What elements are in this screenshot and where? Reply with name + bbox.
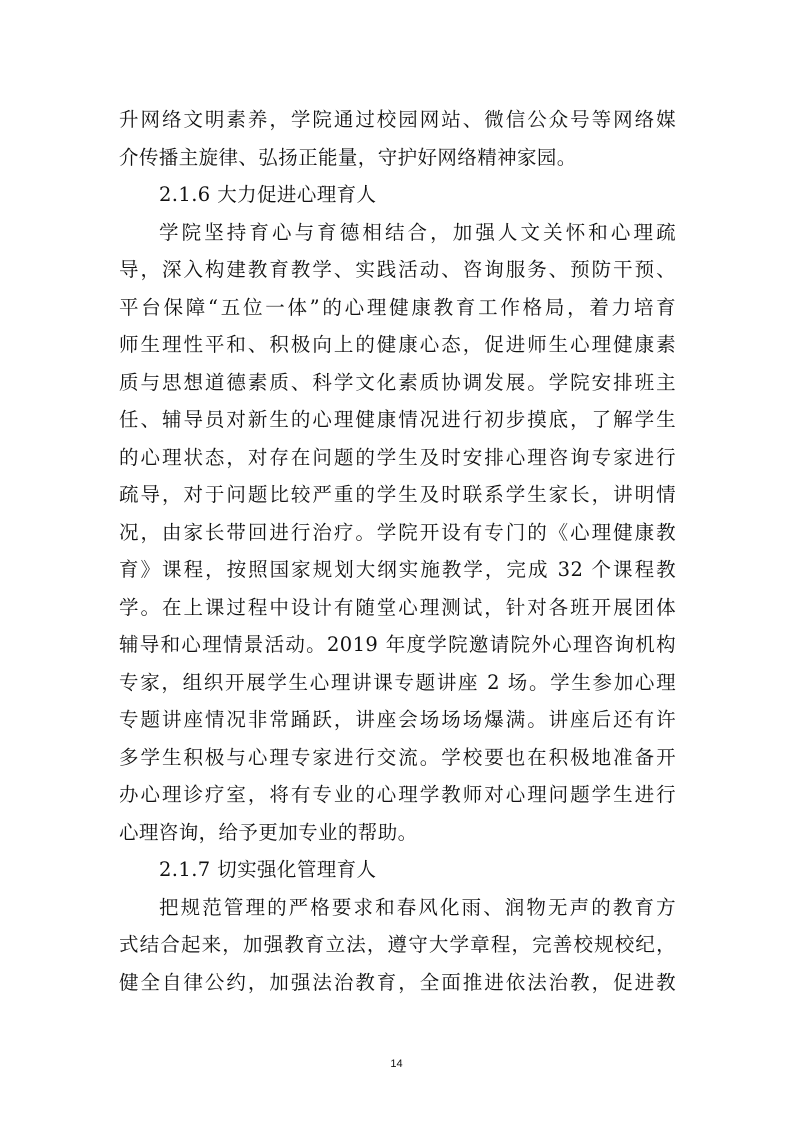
text-line: 把规范管理的严格要求和春风化雨、润物无声的教育方 (159, 895, 676, 919)
body-text (119, 101, 676, 1001)
text-line: 导，深入构建教育教学、实践活动、咨询服务、预防干预、 (119, 258, 676, 281)
text-line: 升网络文明素养，学院通过校园网站、微信公众号等网络媒 (119, 108, 676, 131)
text-line: 师生理性平和、积极向上的健康心态，促进师生心理健康素 (119, 333, 676, 356)
text-line: 专家，组织开展学生心理讲课专题讲座 2 场。学生参加心理 (119, 670, 676, 694)
text-line: 办心理诊疗室，将有专业的心理学教师对心理问题学生进行 (119, 783, 676, 806)
text-line: 学院坚持育心与育德相结合，加强人文关怀和心理疏 (159, 220, 676, 244)
text-line: 健全自律公约，加强法治教育，全面推进依法治教，促进教 (119, 970, 676, 994)
text-line: 平台保障“五位一体”的心理健康教育工作格局，着力培育 (119, 295, 676, 319)
section-heading-2-1-7: 2.1.7 切实强化管理育人 (159, 858, 377, 881)
text-line: 疏导，对于问题比较严重的学生及时联系学生家长，讲明情 (119, 483, 676, 506)
text-line: 专题讲座情况非常踊跃，讲座会场场场爆满。讲座后还有许 (119, 708, 676, 731)
text-line: 心理咨询，给予更加专业的帮助。 (119, 820, 418, 844)
text-line: 任、辅导员对新生的心理健康情况进行初步摸底，了解学生 (119, 408, 676, 431)
section-heading-2-1-6: 2.1.6 大力促进心理育人 (159, 183, 377, 206)
page-number: 14 (390, 1058, 403, 1070)
text-line: 质与思想道德素质、科学文化素质协调发展。学院安排班主 (119, 370, 676, 394)
text-line: 育》课程，按照国家规划大纲实施教学，完成 32 个课程教 (119, 558, 676, 581)
text-line: 学。在上课过程中设计有随堂心理测试，针对各班开展团体 (119, 595, 676, 619)
text-line: 介传播主旋律、弘扬正能量，守护好网络精神家园。 (119, 145, 577, 169)
text-line: 的心理状态，对存在问题的学生及时安排心理咨询专家进行 (119, 445, 676, 469)
text-line: 多学生积极与心理专家进行交流。学校要也在积极地准备开 (119, 745, 676, 769)
text-line: 辅导和心理情景活动。2019 年度学院邀请院外心理咨询机构 (119, 633, 676, 656)
text-line: 况，由家长带回进行治疗。学院开设有专门的《心理健康教 (119, 520, 676, 544)
text-line: 式结合起来，加强教育立法，遵守大学章程，完善校规校纪， (119, 933, 676, 956)
